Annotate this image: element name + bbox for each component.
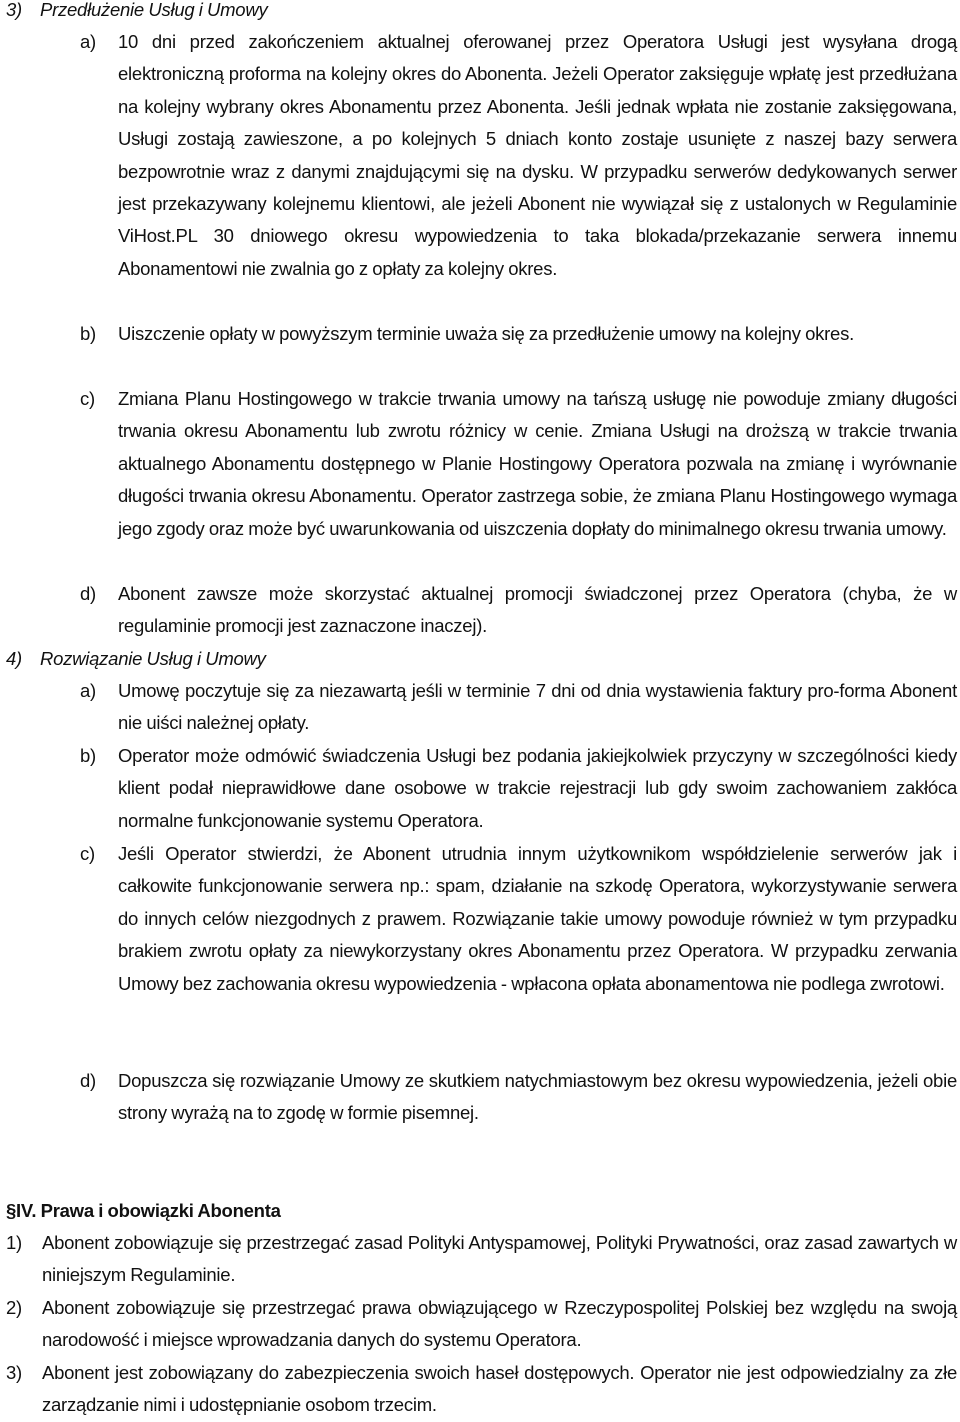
item-marker: a) <box>80 680 96 701</box>
item-marker: d) <box>80 583 96 604</box>
section-3-item-c <box>80 383 957 545</box>
chapter-item-1 <box>6 1227 957 1292</box>
item-marker: b) <box>80 745 96 766</box>
item-text: Operator może odmówić świadczenia Usługi bez podania jakiejkolwiek przyczyny w szczególności kiedy klient podał nieprawidłowe dane osobowe w trakcie rejestracji lub gdy swoim zachowaniem zakłóca normalne funkcjonowanie systemu Operatora. <box>118 745 957 831</box>
item-marker: 3) <box>6 1362 22 1383</box>
item-marker: 2) <box>6 1297 22 1318</box>
item-text: Abonent zawsze może skorzystać aktualnej promocji świadczonej przez Operatora (chyba, że w regulaminie promocji jest zaznaczone inaczej). <box>118 583 957 637</box>
item-marker: b) <box>80 323 96 344</box>
item-text: Umowę poczytuje się za niezawartą jeśli w terminie 7 dni od dnia wystawienia faktury pro-forma Abonent nie uiści należnej opłaty. <box>118 680 957 734</box>
section-4-title: Rozwiązanie Usług i Umowy <box>40 648 266 669</box>
section-3-item-d <box>80 578 957 643</box>
item-marker: a) <box>80 31 96 52</box>
section-4-item-a <box>80 675 957 740</box>
item-marker: c) <box>80 388 95 409</box>
item-text: Abonent jest zobowiązany do zabezpieczenia swoich haseł dostępowych. Operator nie jest odpowiedzialny za złe zarządzanie nimi i udostępnianie osobom trzecim. <box>42 1362 957 1416</box>
item-text: Zmiana Planu Hostingowego w trakcie trwania umowy na tańszą usługę nie powoduje zmiany długości trwania okresu Abonamentu lub zwrotu różnicy w cenie. Zmiana Usługi na droższą w trakcie trwania aktualnego Abonamentu dostępnego w Planie Hostingowy Operatora pozwala na zmianę i wyrównanie długości trwania okresu Abonamentu. Operator zastrzega sobie, że zmiana Planu Hostingowego wymaga jego zgody oraz może być uwarunkowania od uiszczenia dopłaty do minimalnego okresu trwania umowy. <box>118 388 957 539</box>
section-4-heading <box>6 643 956 675</box>
section-3-number: 3) <box>6 0 22 20</box>
section-3-item-a <box>80 26 957 285</box>
item-marker: c) <box>80 843 95 864</box>
section-3-item-b <box>80 318 957 350</box>
item-text: Dopuszcza się rozwiązanie Umowy ze skutkiem natychmiastowym bez okresu wypowiedzenia, jeżeli obie strony wyrażą na to zgodę w formie pisemnej. <box>118 1070 957 1124</box>
section-4-item-d <box>80 1065 957 1130</box>
item-marker: d) <box>80 1070 96 1091</box>
section-4-item-b <box>80 740 957 837</box>
item-text: 10 dni przed zakończeniem aktualnej oferowanej przez Operatora Usługi jest wysyłana drogą elektroniczną proforma na kolejny okres do Abonenta. Jeżeli Operator zaksięguje wpłatę jest przedłużana na kolejny wybrany okres Abonamentu przez Abonenta. Jeśli jednak wpłata nie zostanie zaksięgowana, Usługi zostają zawieszone, a po kolejnych 5 dniach konto zostaje usunięte z naszej bazy serwera bezpowrotnie wraz z danymi znajdującymi się na dysku. W przypadku serwerów dedykowanych serwer jest przekazywany kolejnemu klientowi, ale jeżeli Abonent nie wywiązał się z ustalonych w Regulaminie ViHost.PL 30 dniowego okresu wypowiedzenia to taka blokada/przekazanie serwera innemu Abonamentowi nie zwalnia go z opłaty za kolejny okres. <box>118 31 957 279</box>
chapter-item-3 <box>6 1357 957 1422</box>
item-text: Jeśli Operator stwierdzi, że Abonent utrudnia innym użytkownikom współdzielenie serwerów jak i całkowite funkcjonowanie serwera np.: spam, działanie na szkodę Operatora, wykorzystywanie serwera do innych celów niezgodnych z prawem. Rozwiązanie takie umowy powoduje również w tym przypadku brakiem zwrotu opłaty za niewykorzystany okres Abonamentu przez Operatora. W przypadku zerwania Umowy bez zachowania okresu wypowiedzenia - wpłacona opłata abonamentowa nie podlega zwrotowi. <box>118 843 957 994</box>
item-text: Abonent zobowiązuje się przestrzegać prawa obwiązującego w Rzeczypospolitej Polskiej bez względu na swoją narodowość i miejsce wprowadzania danych do systemu Operatora. <box>42 1297 957 1351</box>
chapter-title: IV. Prawa i obowiązki Abonenta <box>16 1200 281 1221</box>
item-text: Uiszczenie opłaty w powyższym terminie uważa się za przedłużenie umowy na kolejny okres. <box>118 323 854 344</box>
chapter-item-2 <box>6 1292 957 1357</box>
section-4-number: 4) <box>6 648 22 669</box>
section-3-title: Przedłużenie Usług i Umowy <box>40 0 268 20</box>
item-text: Abonent zobowiązuje się przestrzegać zasad Polityki Antyspamowej, Polityki Prywatności, oraz zasad zawartych w niniejszym Regulaminie. <box>42 1232 957 1286</box>
chapter-heading <box>6 1195 281 1227</box>
item-marker: 1) <box>6 1232 22 1253</box>
section-4-item-c <box>80 838 957 1000</box>
section-3-heading <box>6 0 956 26</box>
section-symbol: § <box>6 1200 17 1221</box>
